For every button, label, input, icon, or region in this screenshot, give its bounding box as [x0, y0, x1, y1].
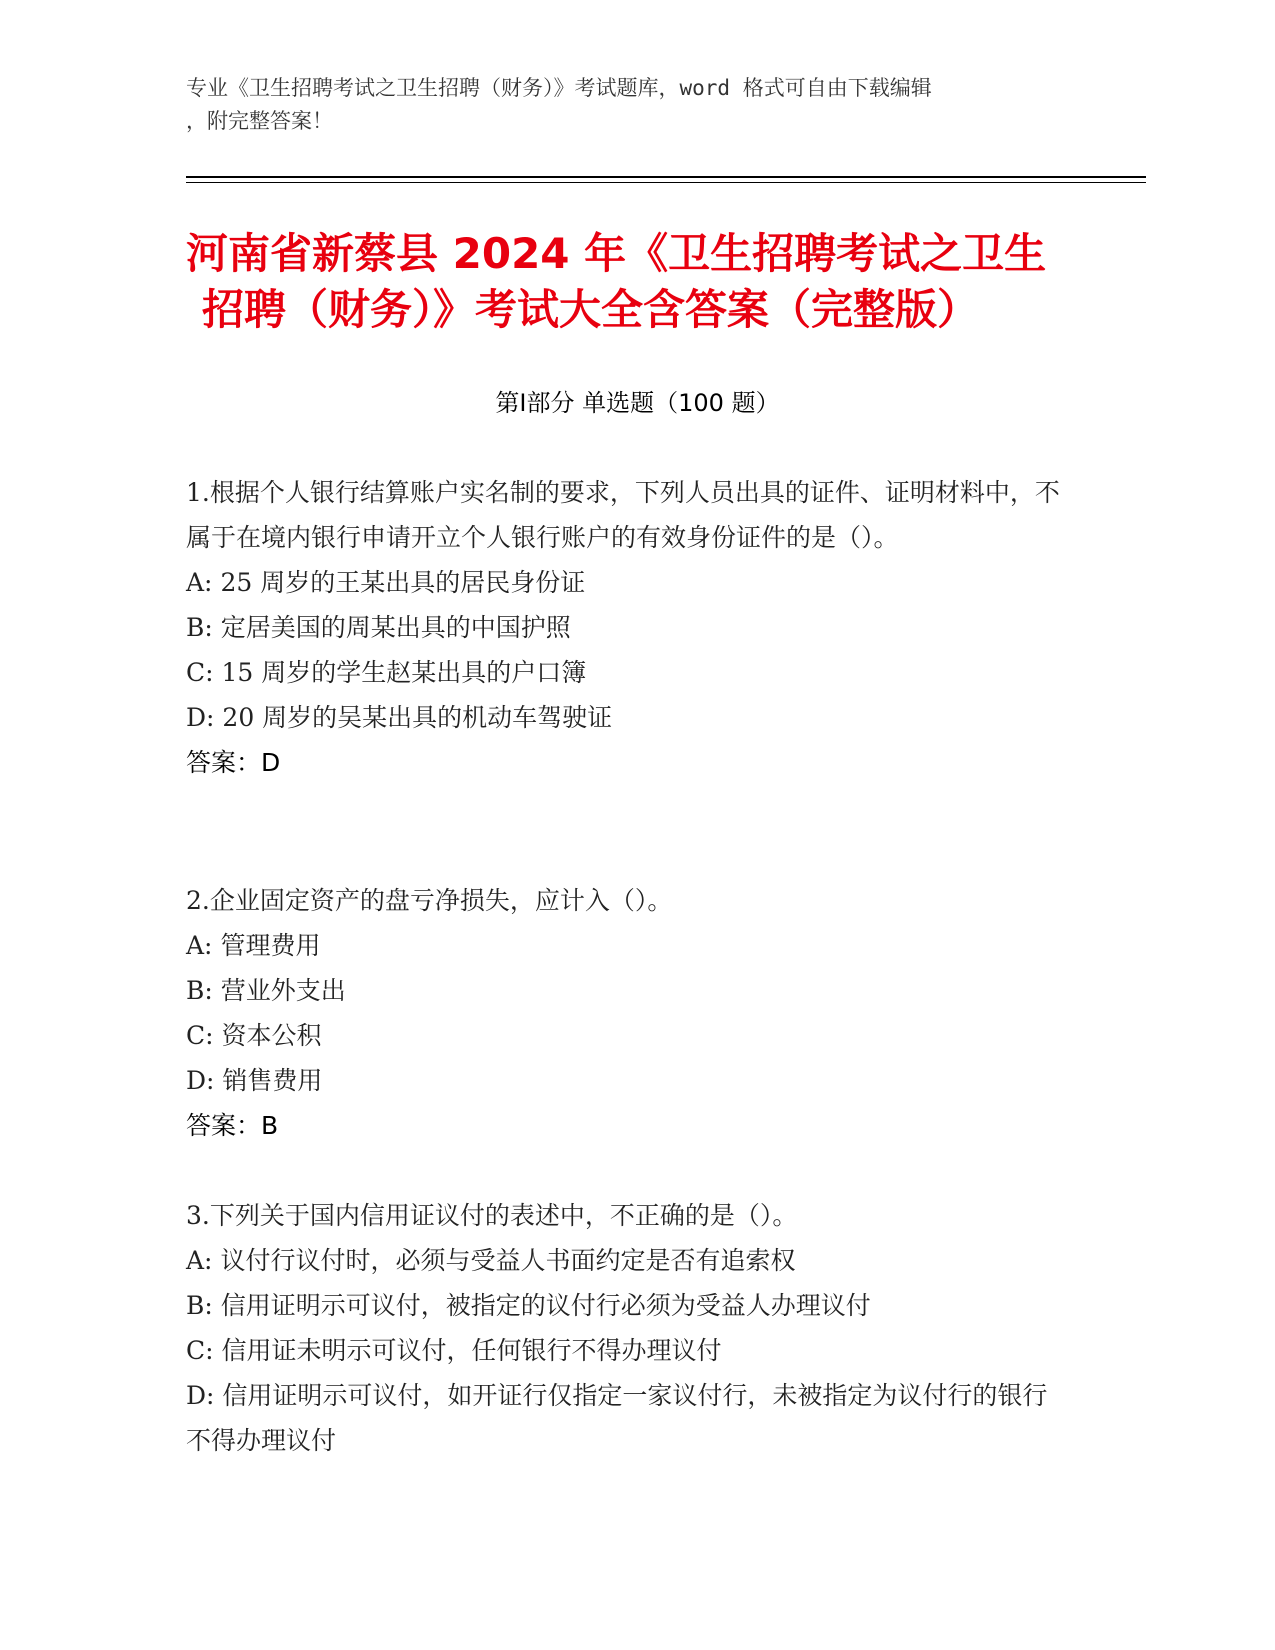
- option-text: 信用证明示可议付，如开证行仅指定一家议付行，未被指定为议付行的银行不得办理议付: [186, 1381, 1048, 1455]
- option-text: 销售费用: [222, 1066, 323, 1095]
- option-letter: B:: [186, 1291, 213, 1320]
- document-title-line-1: 河南省新蔡县 2024 年《卫生招聘考试之卫生: [186, 229, 1047, 278]
- option-text: 营业外支出: [220, 976, 346, 1005]
- option-text: 定居美国的周某出具的中国护照: [220, 613, 571, 642]
- option-letter: C:: [186, 1336, 214, 1365]
- option-a: [186, 923, 1066, 968]
- section-title: 第Ⅰ部分 单选题（100 题）: [495, 389, 780, 417]
- answer-line: 答案：D: [186, 748, 281, 777]
- option-text: 25 周岁的王某出具的居民身份证: [220, 568, 586, 597]
- option-b: [186, 968, 1066, 1013]
- option-letter: C:: [186, 658, 214, 687]
- question-1: [186, 470, 1066, 785]
- option-c: [186, 1013, 1066, 1058]
- option-text: 资本公积: [221, 1021, 322, 1050]
- option-b: [186, 1283, 1066, 1328]
- question-stem: 2.企业固定资产的盘亏净损失，应计入（）。: [186, 886, 673, 915]
- answer-line: 答案：B: [186, 1111, 279, 1140]
- question-stem: 3.下列关于国内信用证议付的表述中，不正确的是（）。: [186, 1201, 798, 1230]
- header-divider-thick: [186, 176, 1146, 178]
- option-letter: B:: [186, 613, 213, 642]
- option-letter: D:: [186, 1381, 215, 1410]
- option-c: [186, 1328, 1066, 1373]
- option-c: [186, 650, 1066, 695]
- option-text: 信用证未明示可议付，任何银行不得办理议付: [221, 1336, 722, 1365]
- document-title: [186, 226, 1106, 338]
- option-text: 议付行议付时，必须与受益人书面约定是否有追索权: [220, 1246, 796, 1275]
- option-d: [186, 1373, 1066, 1463]
- option-b: [186, 605, 1066, 650]
- option-d: [186, 695, 1066, 740]
- option-letter: C:: [186, 1021, 214, 1050]
- option-text: 20 周岁的吴某出具的机动车驾驶证: [222, 703, 613, 732]
- option-letter: D:: [186, 1066, 215, 1095]
- option-letter: A:: [186, 931, 213, 960]
- header-note: 专业《卫生招聘考试之卫生招聘（财务）》考试题库，word 格式可自由下载编辑 ，附完整答案！: [186, 76, 932, 133]
- option-text: 管理费用: [220, 931, 321, 960]
- question-3: [186, 1193, 1066, 1463]
- option-letter: A:: [186, 1246, 213, 1275]
- option-d: [186, 1058, 1066, 1103]
- option-text: 15 周岁的学生赵某出具的户口簿: [221, 658, 587, 687]
- option-a: [186, 1238, 1066, 1283]
- document-title-line-2: 招聘（财务）》考试大全含答案（完整版）: [202, 285, 980, 334]
- option-letter: D:: [186, 703, 215, 732]
- option-a: [186, 560, 1066, 605]
- option-letter: A:: [186, 568, 213, 597]
- option-letter: B:: [186, 976, 213, 1005]
- question-stem: 1.根据个人银行结算账户实名制的要求，下列人员出具的证件、证明材料中，不属于在境内银行申请开立个人银行账户的有效身份证件的是（）。: [186, 478, 1060, 552]
- header-divider-thin: [186, 182, 1146, 183]
- question-2: [186, 878, 1066, 1148]
- option-text: 信用证明示可议付，被指定的议付行必须为受益人办理议付: [220, 1291, 871, 1320]
